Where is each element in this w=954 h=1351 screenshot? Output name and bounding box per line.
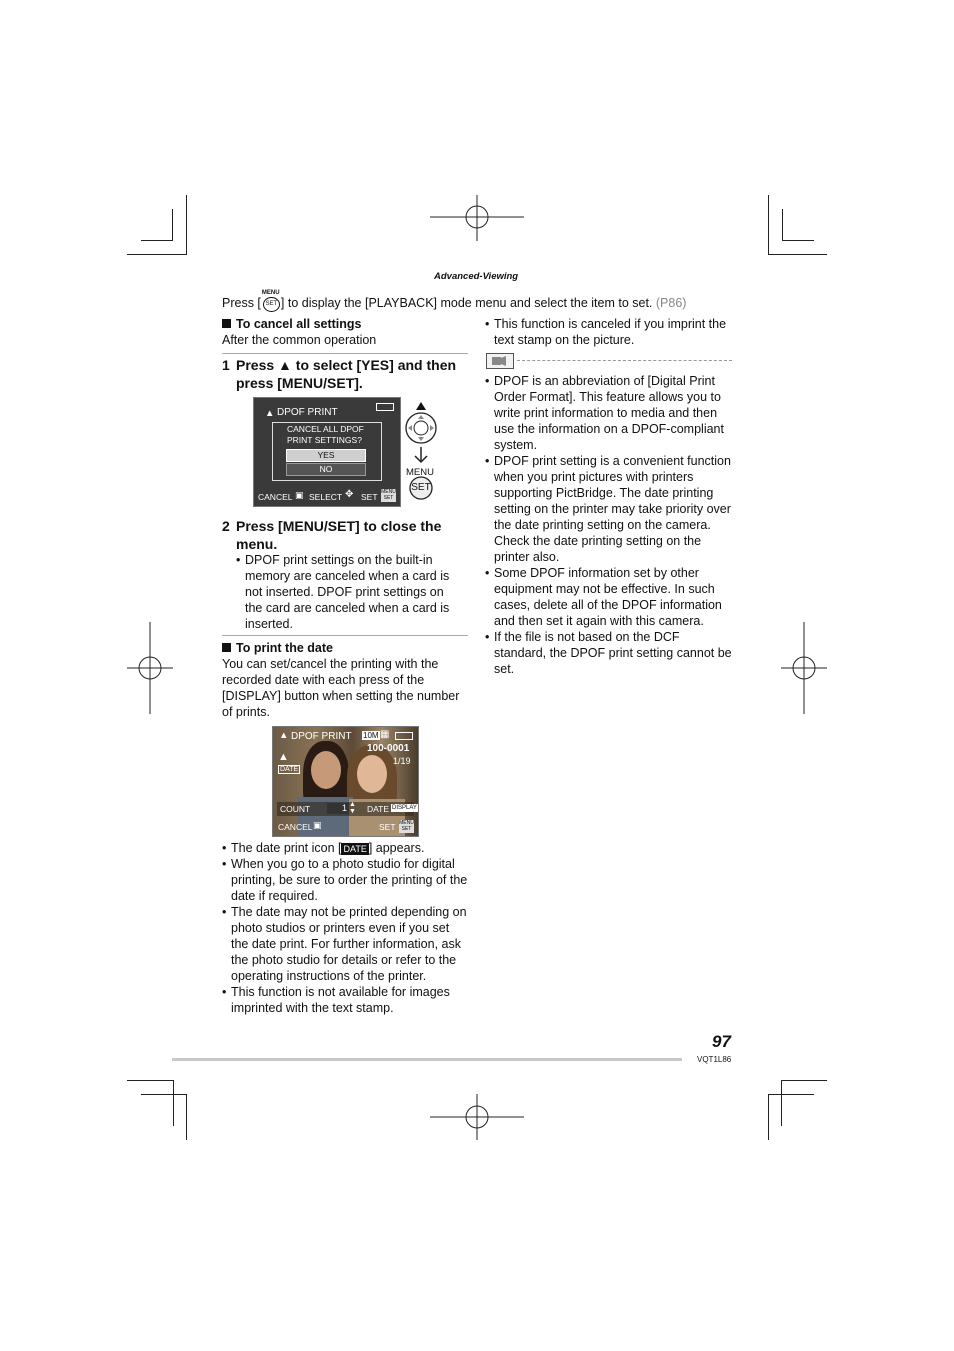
left-bullet-4: • This function is not available for images imprinted with the text stamp. xyxy=(222,985,450,1015)
intro-after: ] to display the [PLAYBACK] mode menu and select the item to set. xyxy=(280,296,653,310)
date-label: DATE xyxy=(367,804,390,814)
footer-select: SELECT xyxy=(309,492,343,502)
face-right xyxy=(357,755,387,793)
note-dashed-line xyxy=(517,360,732,361)
confirm-dialog: CANCEL ALL DPOF PRINT SETTINGS? YES NO xyxy=(272,422,382,481)
date-print-icon: DATE xyxy=(280,766,299,773)
footer-set: SET xyxy=(379,822,396,832)
intro-ref: (P86) xyxy=(655,296,687,310)
file-number: 100-0001 xyxy=(367,743,410,754)
menu-set-mini-icon: MENU SET xyxy=(381,489,396,501)
face-left xyxy=(311,751,341,789)
right-bullet-2: • DPOF print setting is a convenient function when you print pictures with printers supporting PictBridge. The date printing setting on the printer may take priority over the date printing setting on the camera. Check the date printing setting on the printer also. xyxy=(485,454,731,564)
registration-mark-right xyxy=(781,622,827,714)
screen-title: DPOF PRINT xyxy=(277,407,338,418)
dpof-icon: ▲ xyxy=(265,408,275,419)
footer-cancel: CANCEL xyxy=(278,822,313,832)
section-header: Advanced-Viewing xyxy=(434,271,519,282)
count-value[interactable]: 1 xyxy=(327,803,349,814)
count-label: COUNT xyxy=(280,804,311,814)
quality-icon: ▦ xyxy=(380,729,390,740)
dpad-icon: ✥ xyxy=(345,489,354,500)
date-body: You can set/cancel the printing with the recorded date with each press of the [DISPLAY] button when setting the number of prints. xyxy=(222,657,460,719)
resolution-icon: 10M xyxy=(363,731,379,740)
left-bullet-2: • When you go to a photo studio for digital printing, be sure to order the printing of the date if required. xyxy=(222,857,468,903)
dpof-count-icon: ▲ xyxy=(278,751,289,763)
no-option[interactable]: NO xyxy=(286,463,366,476)
registration-mark-left xyxy=(127,622,173,714)
battery-icon xyxy=(395,732,413,740)
display-button-icon: DISPLAY xyxy=(392,805,417,811)
divider xyxy=(222,635,468,636)
intro-text xyxy=(222,292,742,312)
trash-icon: ▣ xyxy=(295,490,304,500)
footer-cancel: CANCEL xyxy=(258,492,293,502)
menu-set-mini-icon: MENU SET xyxy=(399,820,414,832)
menu-set-button[interactable]: SET xyxy=(411,482,431,493)
note-icon xyxy=(486,353,514,369)
intro-before: Press [ xyxy=(222,296,261,310)
right-bullet-3: • Some DPOF information set by other equipment may not be effective. In such cases, delete all of the DPOF information and then set it again with this camera. xyxy=(485,566,722,628)
divider xyxy=(222,353,468,354)
trash-icon: ▣ xyxy=(313,820,322,830)
menu-label: MENU xyxy=(406,467,434,478)
cancel-heading: To cancel all settings xyxy=(222,316,362,332)
footer-set: SET xyxy=(361,492,378,502)
right-bullet-1: • DPOF is an abbreviation of [Digital Print Order Format]. This feature allows you to write print information to media and then use the information on a DPOF-compliant system. xyxy=(485,374,724,452)
right-bullet-4: • If the file is not based on the DCF standard, the DPOF print setting cannot be set. xyxy=(485,630,732,676)
left-bullet-1: • The date print icon [ DATE ] appears. xyxy=(222,841,425,855)
battery-icon xyxy=(376,403,394,411)
up-down-arrows-icon: ▲ ▼ xyxy=(349,801,356,815)
date-print-icon: DATE xyxy=(343,844,367,854)
lcd-dpof-photo-screen xyxy=(272,726,419,837)
page-number: 97 xyxy=(712,1032,731,1051)
date-heading: To print the date xyxy=(222,640,333,656)
footer-rule xyxy=(172,1058,682,1061)
step-1: 1 Press ▲ to select [YES] and then press [MENU/SET]. xyxy=(222,357,457,391)
yes-option[interactable]: YES xyxy=(286,449,366,462)
right-bullet-0: • This function is canceled if you imprint the text stamp on the picture. xyxy=(485,317,727,347)
registration-mark-bottom xyxy=(430,1094,524,1140)
model-code: VQT1L86 xyxy=(697,1055,732,1064)
screen-title: DPOF PRINT xyxy=(291,731,352,742)
dpof-icon: ▲ xyxy=(279,730,289,741)
lcd-cancel-all-screen xyxy=(253,397,401,507)
step-2-bullet: • DPOF print settings on the built-in memory are canceled when a card is not inserted. DPOF print settings on the card are canceled when a card is inserted. xyxy=(236,553,450,631)
registration-mark-top xyxy=(430,195,524,241)
cancel-subtext: After the common operation xyxy=(222,333,377,347)
step-2: 2 Press [MENU/SET] to close the menu. xyxy=(222,518,442,552)
frame-number: 1/19 xyxy=(393,756,411,766)
left-bullet-3: • The date may not be printed depending on photo studios or printers even if you set the date print. For further information, ask the photo studio for details or refer to the operating instructions of the printer. xyxy=(222,905,467,983)
menu-set-icon: MENU SET xyxy=(261,292,281,312)
